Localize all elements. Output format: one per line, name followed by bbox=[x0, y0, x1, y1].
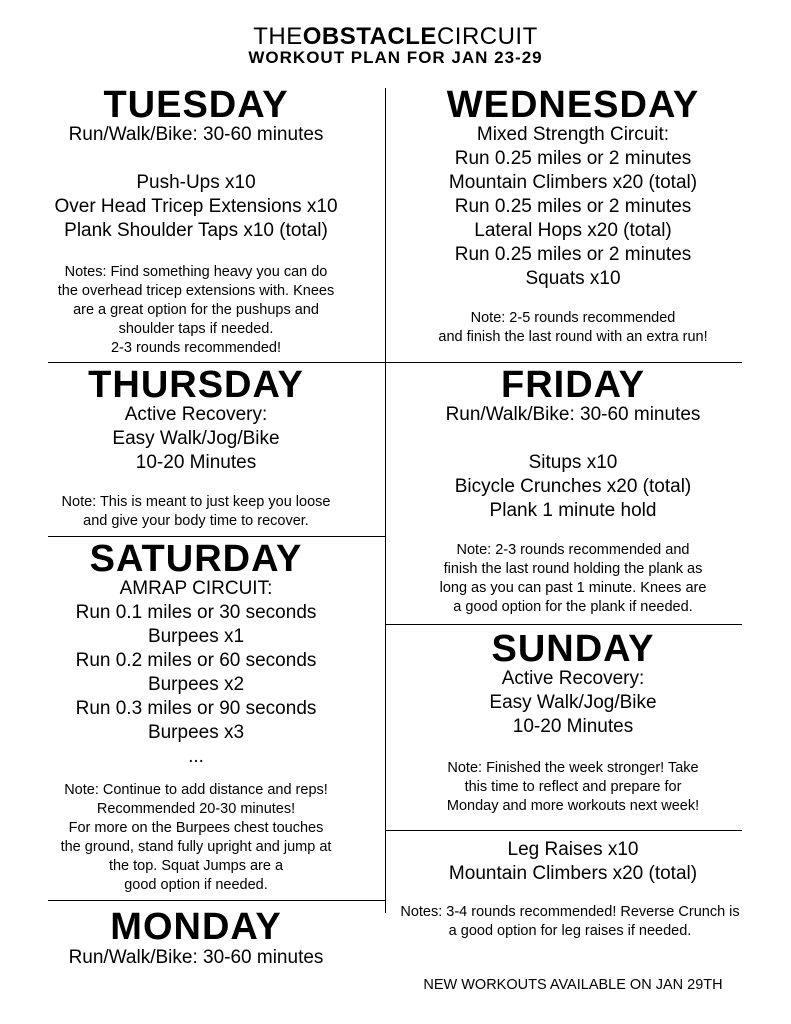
divider-right-2 bbox=[385, 624, 742, 625]
exercise-line: Plank 1 minute hold bbox=[489, 500, 657, 521]
day-title: SATURDAY bbox=[89, 538, 303, 580]
divider-right-3 bbox=[385, 830, 742, 831]
note-line: this time to reflect and prepare for bbox=[464, 779, 682, 795]
tuesday-section bbox=[10, 84, 382, 358]
exercise-line: Mountain Climbers x20 (total) bbox=[448, 172, 698, 193]
day-title: SUNDAY bbox=[491, 628, 655, 670]
divider-left-2 bbox=[48, 536, 385, 537]
note-line: the top. Squat Jumps are a bbox=[108, 858, 284, 874]
exercise-line: Run 0.3 miles or 90 seconds bbox=[75, 698, 317, 719]
exercise-line: Situps x10 bbox=[528, 452, 618, 473]
saturday-section bbox=[10, 538, 382, 895]
note-line: good option if needed. bbox=[124, 877, 268, 893]
day-title: WEDNESDAY bbox=[446, 84, 700, 126]
note-line: For more on the Burpees chest touches bbox=[68, 820, 324, 836]
exercise-line: AMRAP CIRCUIT: bbox=[119, 578, 273, 599]
wednesday-section bbox=[388, 84, 758, 347]
note-line: Notes: 3-4 rounds recommended! Reverse Crunch is bbox=[400, 904, 740, 920]
exercise-line: Burpees x3 bbox=[147, 722, 245, 743]
note-line: the ground, stand fully upright and jump at bbox=[60, 839, 332, 855]
note-line: the overhead tricep extensions with. Knees bbox=[57, 283, 335, 299]
day-title: TUESDAY bbox=[103, 84, 289, 126]
exercise-line: Squats x10 bbox=[525, 268, 621, 289]
cardio-line: Run/Walk/Bike: 30-60 minutes bbox=[445, 404, 701, 425]
exercise-line: Bicycle Crunches x20 (total) bbox=[454, 476, 692, 497]
exercise-line: Burpees x2 bbox=[147, 674, 245, 695]
divider-right-1 bbox=[385, 362, 742, 363]
plan-subtitle: WORKOUT PLAN FOR JAN 23-29 bbox=[248, 48, 543, 67]
note-line: are a great option for the pushups and bbox=[73, 302, 319, 318]
exercise-line: Plank Shoulder Taps x10 (total) bbox=[64, 220, 328, 241]
exercise-line: Easy Walk/Jog/Bike bbox=[112, 428, 280, 449]
note-line: Note: 2-3 rounds recommended and bbox=[456, 542, 690, 558]
note-line: and give your body time to recover. bbox=[83, 513, 309, 529]
cardio-line: Run/Walk/Bike: 30-60 minutes bbox=[68, 947, 324, 968]
monday-section bbox=[10, 906, 382, 970]
exercise-line: Over Head Tricep Extensions x10 bbox=[54, 196, 338, 217]
day-title: MONDAY bbox=[110, 906, 282, 948]
note-line: and finish the last round with an extra run! bbox=[438, 329, 708, 345]
exercise-line: 10-20 Minutes bbox=[135, 452, 257, 473]
day-title: FRIDAY bbox=[501, 364, 645, 406]
sunday-section bbox=[388, 628, 758, 816]
exercise-line: Lateral Hops x20 (total) bbox=[474, 220, 672, 241]
exercise-line: 10-20 Minutes bbox=[512, 716, 634, 737]
exercise-line: Run 0.25 miles or 2 minutes bbox=[454, 196, 692, 217]
exercise-line: Mountain Climbers x20 (total) bbox=[448, 863, 698, 884]
note-line: Note: 2-5 rounds recommended bbox=[470, 310, 676, 326]
center-divider bbox=[385, 88, 386, 913]
brand-bold: OBSTACLE bbox=[302, 23, 437, 50]
exercise-line: Leg Raises x10 bbox=[507, 839, 639, 860]
monday-exercises bbox=[388, 838, 758, 886]
divider-left-3 bbox=[48, 900, 385, 901]
footer-text: NEW WORKOUTS AVAILABLE ON JAN 29TH bbox=[423, 977, 723, 993]
note-line: Recommended 20-30 minutes! bbox=[96, 801, 296, 817]
note-line: Notes: Find something heavy you can do bbox=[64, 264, 328, 280]
exercise-line: Run 0.25 miles or 2 minutes bbox=[454, 148, 692, 169]
thursday-section bbox=[10, 364, 382, 531]
note-line: a good option for the plank if needed. bbox=[453, 599, 693, 615]
exercise-line: Push-Ups x10 bbox=[136, 172, 256, 193]
divider-left-1 bbox=[48, 362, 385, 363]
brand-title bbox=[0, 24, 791, 50]
exercise-line: Burpees x1 bbox=[147, 626, 245, 647]
exercise-line: Mixed Strength Circuit: bbox=[476, 124, 670, 145]
exercise-line: Active Recovery: bbox=[124, 404, 268, 425]
note-line: Note: This is meant to just keep you loose bbox=[61, 494, 331, 510]
cardio-line: Run/Walk/Bike: 30-60 minutes bbox=[68, 124, 324, 145]
monday-notes bbox=[365, 903, 775, 941]
note-line: a good option for leg raises if needed. bbox=[448, 923, 692, 939]
exercise-line: Active Recovery: bbox=[501, 668, 645, 689]
exercise-line: Run 0.25 miles or 2 minutes bbox=[454, 244, 692, 265]
exercise-line: Easy Walk/Jog/Bike bbox=[489, 692, 657, 713]
note-line: finish the last round holding the plank as bbox=[443, 561, 703, 577]
brand-prefix: THE bbox=[253, 23, 303, 50]
friday-section bbox=[388, 364, 758, 617]
exercise-line: ... bbox=[188, 746, 204, 767]
exercise-line: Run 0.1 miles or 30 seconds bbox=[75, 602, 317, 623]
brand-suffix: CIRCUIT bbox=[436, 23, 538, 50]
note-line: long as you can past 1 minute. Knees are bbox=[439, 580, 707, 596]
note-line: Note: Finished the week stronger! Take bbox=[447, 760, 699, 776]
day-title: THURSDAY bbox=[88, 364, 304, 406]
note-line: Note: Continue to add distance and reps! bbox=[64, 782, 328, 798]
note-line: Monday and more workouts next week! bbox=[446, 798, 700, 814]
note-line: 2-3 rounds recommended! bbox=[110, 340, 282, 356]
exercise-line: Run 0.2 miles or 60 seconds bbox=[75, 650, 317, 671]
note-line: shoulder taps if needed. bbox=[118, 321, 274, 337]
